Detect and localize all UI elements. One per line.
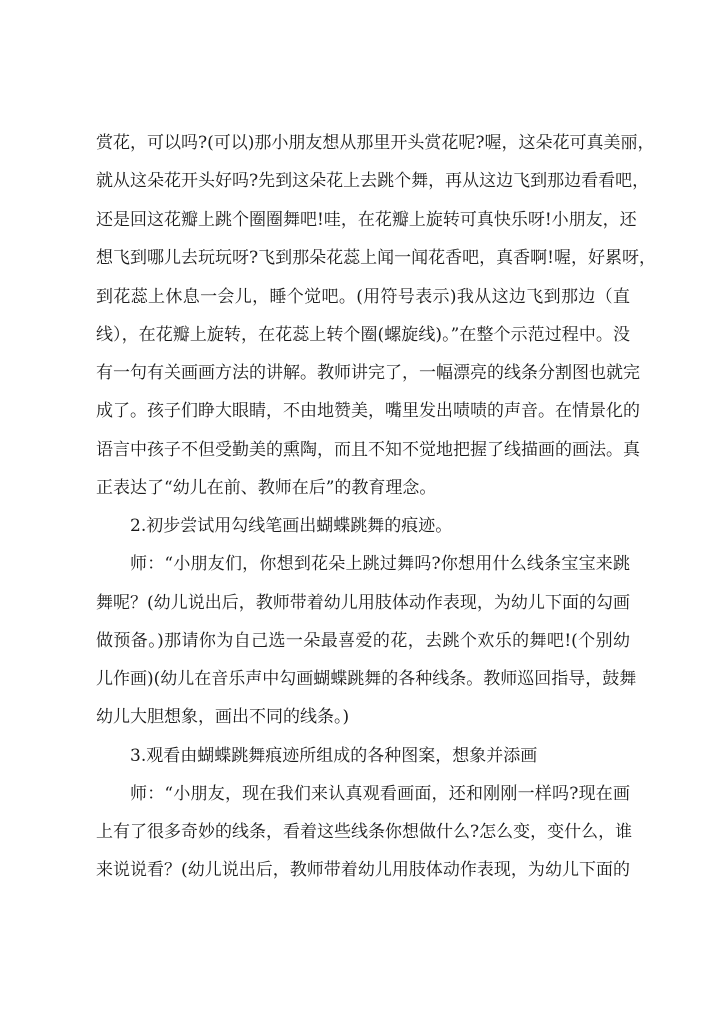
text-line-10: 正表达了“幼儿在前、教师在后”的教育理念。 <box>96 478 437 498</box>
text-line-12: 师：“小朋友们，你想到花朵上跳过舞吗?你想用什么线条宝宝来跳 <box>130 554 630 574</box>
text-line-2: 就从这朵花开头好吗?先到这朵花上去跳个舞，再从这边飞到那边看看吧， <box>96 171 650 191</box>
text-line-20: 来说说看？(幼儿说出后，教师带着幼儿用肢体动作表现，为幼儿下面的 <box>96 860 630 880</box>
text-line-16: 幼儿大胆想象，画出不同的线条。) <box>96 707 350 727</box>
text-line-4: 想飞到哪儿去玩玩呀?飞到那朵花蕊上闻一闻花香吧，真香啊!喔，好累呀， <box>96 248 656 268</box>
text-line-15: 儿作画)(幼儿在音乐声中勾画蝴蝶跳舞的各种线条。教师巡回指导，鼓舞 <box>96 669 637 689</box>
text-line-13: 舞呢？(幼儿说出后，教师带着幼儿用肢体动作表现，为幼儿下面的勾画 <box>96 593 630 613</box>
text-line-6: 线），在花瓣上旋转，在花蕊上转个圈(螺旋线)。”在整个示范过程中。没 <box>96 325 630 345</box>
text-line-7: 有一句有关画画方法的讲解。教师讲完了，一幅漂亮的线条分割图也就完 <box>96 363 640 383</box>
text-line-19: 上有了很多奇妙的线条，看着这些线条你想做什么?怎么变，变什么，谁 <box>96 822 633 842</box>
text-line-18: 师：“小朋友，现在我们来认真观看画面，还和刚刚一样吗?现在画 <box>130 784 630 804</box>
text-line-8: 成了。孩子们睁大眼睛，不由地赞美，嘴里发出啧啧的声音。在情景化的 <box>96 401 640 421</box>
section-heading-2: 2.初步尝试用勾线笔画出蝴蝶跳舞的痕迹。 <box>130 516 453 536</box>
text-line-5: 到花蕊上休息一会儿，睡个觉吧。(用符号表示)我从这边飞到那边（直 <box>96 287 630 307</box>
text-line-9: 语言中孩子不但受勤美的熏陶，而且不知不觉地把握了线描画的画法。真 <box>96 440 640 460</box>
text-line-3: 还是回这花瓣上跳个圈圈舞吧!哇，在花瓣上旋转可真快乐呀!小朋友，还 <box>96 210 637 230</box>
section-heading-3: 3.观看由蝴蝶跳舞痕迹所组成的各种图案，想象并添画 <box>130 746 538 766</box>
text-line-1: 赏花，可以吗?(可以)那小朋友想从那里开头赏花呢?喔，这朵花可真美丽， <box>96 133 655 153</box>
text-line-14: 做预备。)那请你为自己选一朵最喜爱的花，去跳个欢乐的舞吧!(个别幼 <box>96 631 630 651</box>
